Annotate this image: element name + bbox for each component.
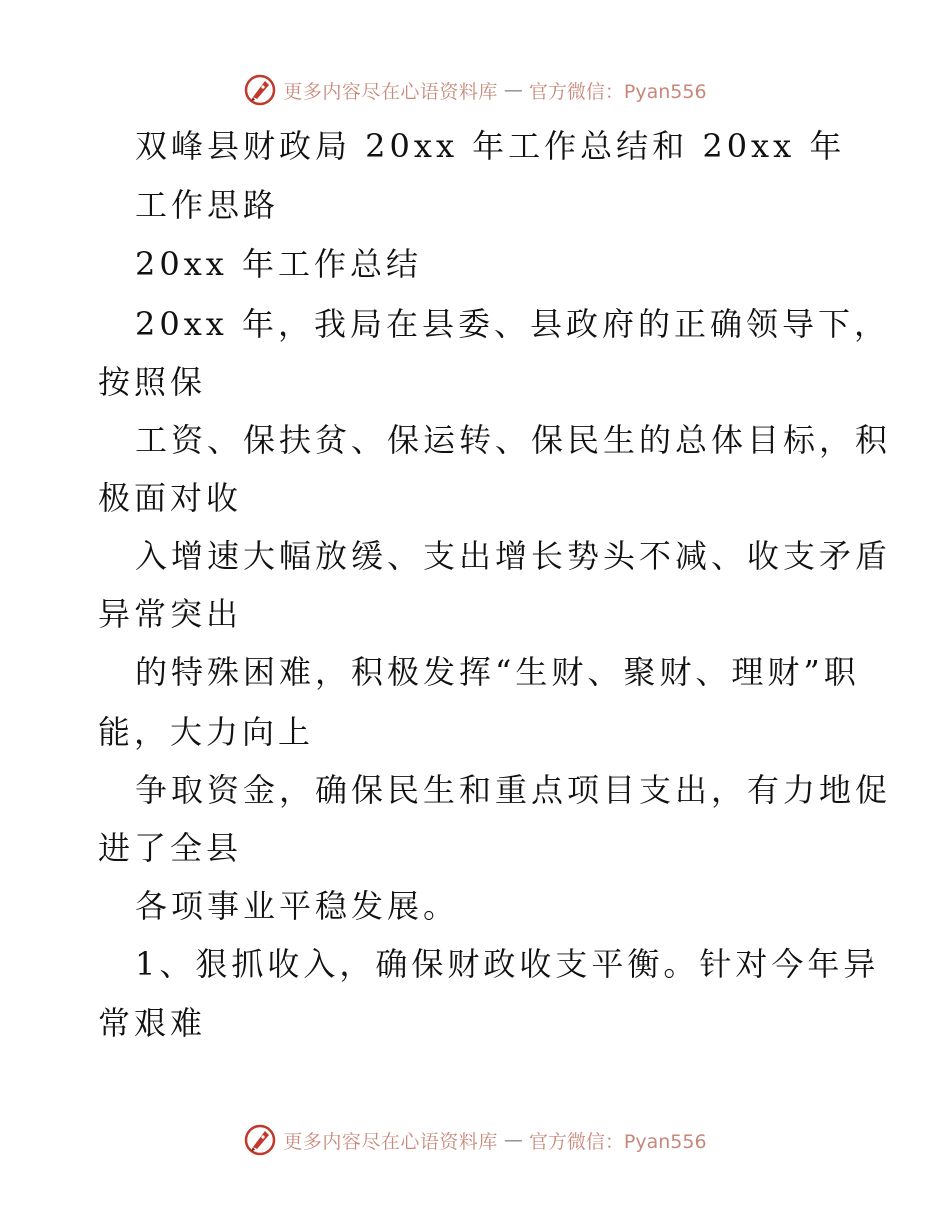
paragraph-line: 常艰难 — [98, 1004, 207, 1042]
paragraph-line: 各项事业平稳发展。 — [135, 887, 460, 925]
section-heading: 20xx 年工作总结 — [135, 245, 422, 283]
watermark-wechat-text: 官方微信：Pyan556 — [528, 80, 707, 103]
pen-nib-circle-icon — [243, 73, 277, 107]
watermark-separator: — — [503, 79, 523, 101]
watermark-site-text: 更多内容尽在心语资料库 — [283, 80, 498, 103]
header-watermark — [0, 70, 950, 110]
paragraph-line: 极面对收 — [98, 479, 243, 517]
watermark-separator: — — [503, 1129, 523, 1151]
title-line-1: 双峰县财政局 20xx 年工作总结和 20xx 年 — [135, 127, 846, 165]
paragraph-line: 异常突出 — [98, 595, 243, 633]
paragraph-line: 20xx 年，我局在县委、县政府的正确领导下， — [135, 305, 890, 343]
paragraph-line: 争取资金，确保民生和重点项目支出，有力地促 — [135, 771, 892, 809]
paragraph-line: 进了全县 — [98, 829, 243, 867]
paragraph-line: 的特殊困难，积极发挥“生财、聚财、理财”职 — [135, 653, 860, 691]
paragraph-line: 能，大力向上 — [98, 713, 315, 751]
title-line-2: 工作思路 — [135, 186, 280, 224]
pen-nib-circle-icon — [243, 1123, 277, 1157]
watermark-wechat-text: 官方微信：Pyan556 — [528, 1130, 707, 1153]
watermark-site-text: 更多内容尽在心语资料库 — [283, 1130, 498, 1153]
footer-watermark — [0, 1120, 950, 1160]
paragraph-line: 入增速大幅放缓、支出增长势头不减、收支矛盾 — [135, 537, 892, 575]
paragraph-line: 工资、保扶贫、保运转、保民生的总体目标，积 — [135, 421, 892, 459]
paragraph-line: 按照保 — [98, 363, 207, 401]
paragraph-line: 1、狠抓收入，确保财政收支平衡。针对今年异 — [135, 945, 880, 983]
